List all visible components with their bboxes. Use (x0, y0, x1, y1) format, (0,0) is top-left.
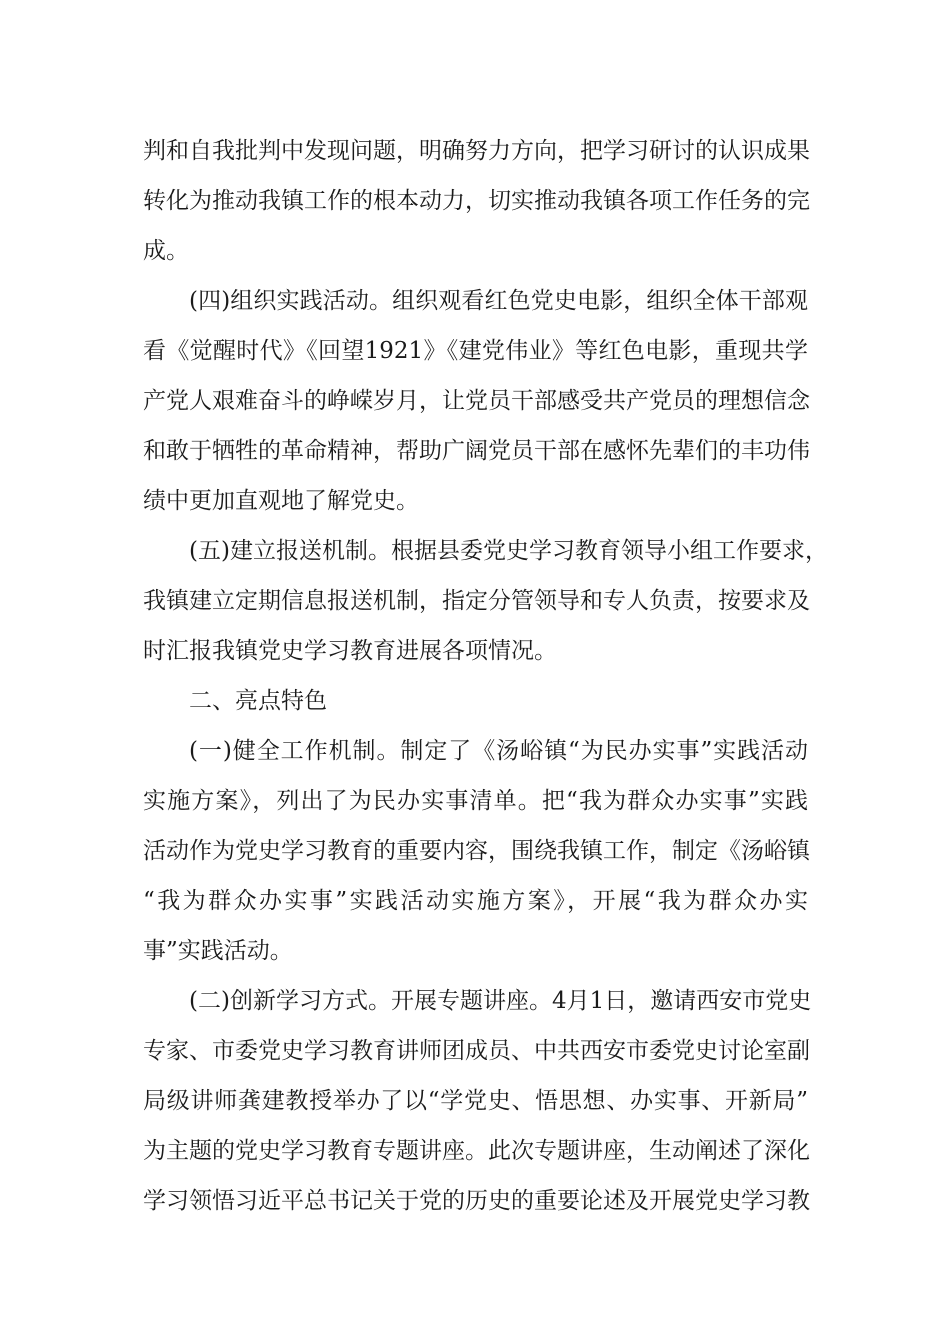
text-line: 时汇报我镇党史学习教育进展各项情况。 (143, 638, 557, 664)
text-line: 绩中更加直观地了解党史。 (143, 488, 419, 514)
text-line: 事”实践活动。 (143, 938, 293, 964)
paragraph-heading-line: (五)建立报送机制。根据县委党史学习教育领导小组工作要求， (189, 538, 828, 564)
paragraph-heading-line: (四)组织实践活动。组织观看红色党史电影，组织全体干部观 (189, 288, 808, 314)
text-line: 转化为推动我镇工作的根本动力，切实推动我镇各项工作任务的完 (143, 188, 810, 214)
text-line: “我为群众办实事”实践活动实施方案》，开展“我为群众办实 (143, 888, 808, 914)
section-heading: 二、亮点特色 (189, 688, 327, 714)
text-line: 成。 (143, 238, 189, 264)
text-line: 产党人艰难奋斗的峥嵘岁月，让党员干部感受共产党员的理想信念 (143, 388, 810, 414)
text-line: 专家、市委党史学习教育讲师团成员、中共西安市委党史讨论室副 (143, 1038, 810, 1064)
text-line: 为主题的党史学习教育专题讲座。此次专题讲座，生动阐述了深化 (143, 1138, 810, 1164)
text-line: 我镇建立定期信息报送机制，指定分管领导和专人负责，按要求及 (143, 588, 810, 614)
text-line: 实施方案》，列出了为民办实事清单。把“我为群众办实事”实践 (143, 788, 808, 814)
text-line: 看《觉醒时代》《回望1921》《建党伟业》等红色电影，重现共学 (143, 338, 808, 364)
text-line: 判和自我批判中发现问题，明确努力方向，把学习研讨的认识成果 (143, 138, 810, 164)
text-line: 活动作为党史学习教育的重要内容，围绕我镇工作，制定《汤峪镇 (143, 838, 810, 864)
text-line: 学习领悟习近平总书记关于党的历史的重要论述及开展党史学习教 (143, 1188, 810, 1214)
text-line: 局级讲师龚建教授举办了以“学党史、悟思想、办实事、开新局” (143, 1088, 808, 1114)
paragraph-heading-line: (二)创新学习方式。开展专题讲座。4月1日，邀请西安市党史 (189, 988, 812, 1014)
text-line: 和敢于牺牲的革命精神，帮助广阔党员干部在感怀先辈们的丰功伟 (143, 438, 810, 464)
paragraph-heading-line: (一)健全工作机制。制定了《汤峪镇“为民办实事”实践活动 (189, 738, 808, 764)
